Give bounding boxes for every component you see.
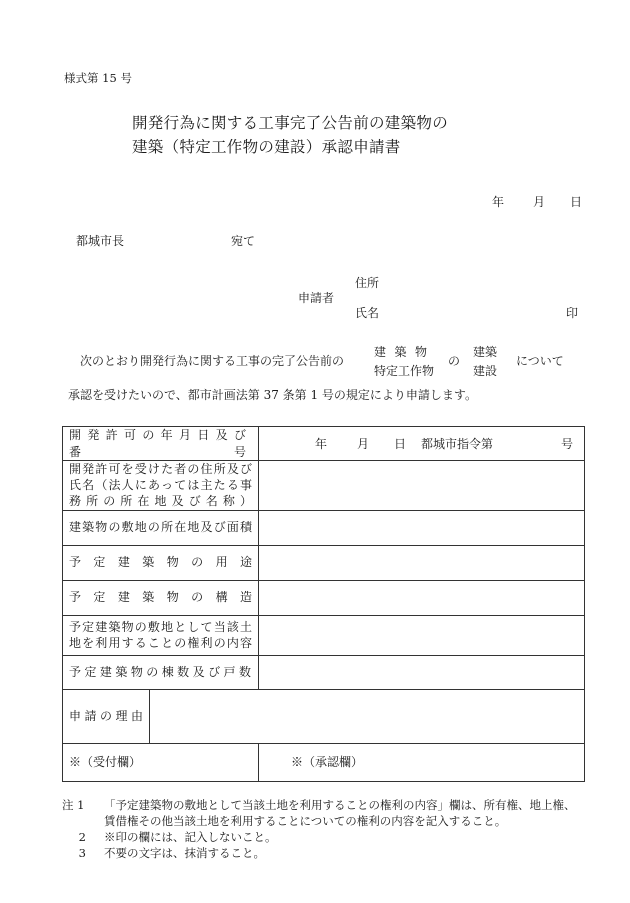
use-value-cell[interactable]: [259, 545, 585, 580]
approved-label: ※（承認欄）: [291, 754, 364, 769]
action-option-build: 建築: [473, 345, 498, 359]
addressee-suffix: 宛て: [231, 234, 256, 248]
note-1: [62, 797, 576, 813]
reason-value-cell[interactable]: [150, 689, 585, 743]
applicant-name-label: 氏名: [355, 306, 380, 320]
count-value-cell[interactable]: [259, 655, 585, 689]
site-value-cell[interactable]: [259, 510, 585, 545]
permit-value-cell[interactable]: [259, 427, 585, 461]
permittee-label-line-2: 氏名（法人にあっては主たる事: [69, 478, 253, 493]
note-3-text: 不要の文字は、抹消すること。: [104, 846, 265, 860]
permittee-label-line-3: 務所の所在地及び名称）: [69, 494, 253, 509]
note-3-number: 3: [78, 846, 86, 860]
permittee-label: [63, 461, 259, 511]
table-row-use: [63, 545, 585, 580]
permit-day-label: 日: [394, 436, 407, 451]
table-row-reason: [63, 689, 585, 743]
received-label: ※（受付欄）: [69, 754, 142, 769]
table-row-count: [63, 655, 585, 689]
notes-section: [62, 797, 576, 861]
applicant-address-label: 住所: [355, 276, 380, 290]
object-option-building: 建築物: [374, 345, 436, 359]
addressee-mayor: 都城市長: [76, 234, 125, 248]
date-day-label: 日: [570, 195, 583, 209]
object-option-structure: 特定工作物: [374, 364, 435, 378]
note-2-number: 2: [78, 830, 86, 844]
structure-value-cell[interactable]: [259, 580, 585, 615]
note-1-number: 注 1: [62, 798, 85, 812]
date-year-label: 年: [492, 195, 505, 209]
seal-mark: 印: [566, 306, 579, 320]
permittee-label-line-1: 開発許可を受けた者の住所及び: [69, 462, 253, 476]
permittee-value-cell[interactable]: [259, 461, 585, 511]
intro-line-1-suffix: について: [516, 354, 564, 368]
permit-number-label: 号: [561, 436, 574, 451]
approved-box: [259, 743, 585, 781]
note-1-line-2: 賃借権その他当該土地を利用することについての権利の内容を記入すること。: [104, 814, 507, 828]
rights-label-line-2: 地を利用することの権利の内容: [69, 636, 253, 651]
permit-label: 開発許可の年月日及び番号: [63, 427, 259, 461]
permit-month-label: 月: [357, 436, 370, 451]
count-label: 予定建築物の棟数及び戸数: [63, 655, 259, 689]
permit-year-label: 年: [315, 436, 328, 451]
reason-label: 申請の理由: [63, 689, 150, 743]
note-1-line-1: 「予定建築物の敷地として当該土地を利用することの権利の内容」欄は、所有権、地上権、: [104, 798, 576, 812]
applicant-label: 申請者: [298, 291, 335, 305]
use-label: 予定建築物の用途: [63, 545, 259, 580]
table-row-rights: [63, 615, 585, 655]
title-line-1: 開発行為に関する工事完了公告前の建築物の: [132, 114, 449, 132]
note-3: [62, 845, 576, 861]
table-row-permit: [63, 427, 585, 461]
note-2-text: ※印の欄には、記入しないこと。: [104, 830, 277, 844]
form-number: 様式第 15 号: [64, 71, 132, 85]
site-label: 建築物の敷地の所在地及び面積: [63, 510, 259, 545]
rights-label: [63, 615, 259, 655]
received-box: [63, 743, 259, 781]
structure-label: 予定建築物の構造: [63, 580, 259, 615]
table-row-official-use: [63, 743, 585, 781]
intro-line-2: 承認を受けたいので、都市計画法第 37 条第 1 号の規定により申請します。: [68, 388, 477, 402]
permit-city-label: 都城市指令第: [421, 436, 494, 451]
intro-line-1-prefix: 次のとおり開発行為に関する工事の完了公告前の: [80, 354, 345, 368]
table-row-site: [63, 510, 585, 545]
particle-no: の: [448, 354, 461, 368]
title-line-2: 建築（特定工作物の建設）承認申請書: [132, 138, 401, 156]
action-option-construct: 建設: [473, 364, 498, 378]
rights-label-line-1: 予定建築物の敷地として当該土: [69, 619, 253, 634]
application-table: [62, 426, 585, 782]
note-2: [62, 829, 576, 845]
rights-value-cell[interactable]: [259, 615, 585, 655]
table-row-structure: [63, 580, 585, 615]
date-month-label: 月: [533, 195, 546, 209]
table-row-permittee: [63, 461, 585, 511]
